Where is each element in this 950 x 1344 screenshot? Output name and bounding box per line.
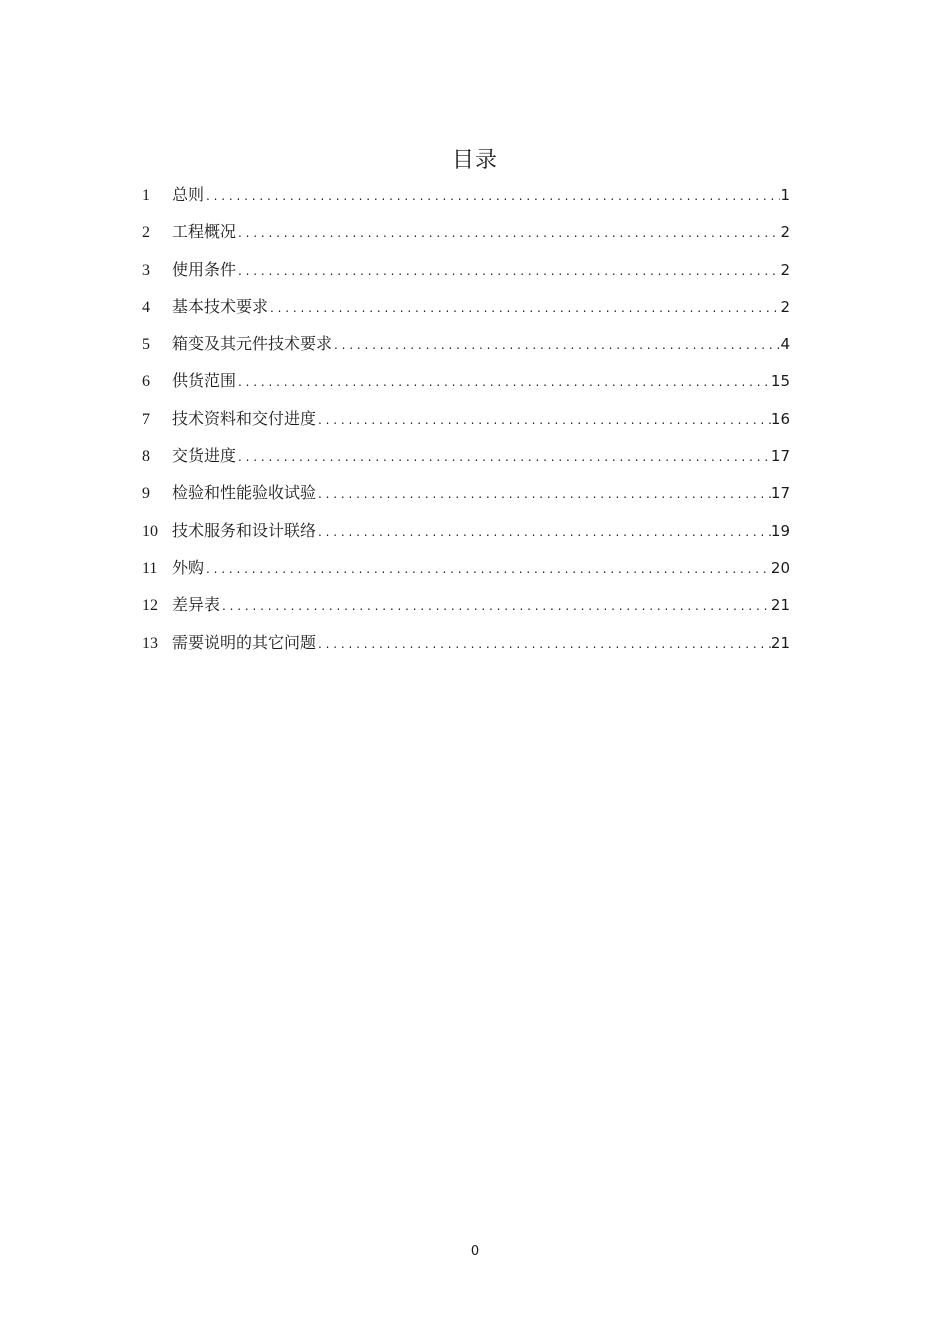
toc-entry[interactable] — [142, 325, 790, 362]
toc-entry[interactable] — [142, 586, 790, 623]
toc-entry-page: 17 — [770, 484, 790, 503]
toc-entry-title: 技术服务和设计联络 — [172, 520, 317, 540]
toc-dot-leader — [204, 551, 771, 586]
toc-dot-leader — [236, 364, 771, 399]
toc-entry[interactable] — [142, 512, 790, 549]
toc-entry-number: 8 — [142, 448, 150, 466]
toc-entry-page: 2 — [780, 297, 790, 316]
toc-entry-title: 差异表 — [172, 595, 221, 615]
toc-entry-page: 20 — [770, 558, 790, 577]
toc-entry-page: 15 — [770, 372, 790, 391]
toc-entry-title: 箱变及其元件技术要求 — [172, 334, 333, 354]
toc-entry-number: 4 — [142, 298, 150, 316]
toc-dot-leader — [236, 215, 780, 250]
toc-title: 目录 — [451, 148, 498, 173]
toc-entry-number: 6 — [142, 373, 150, 391]
toc-entry-page: 17 — [770, 447, 790, 466]
toc-entry-number: 11 — [142, 559, 158, 577]
toc-dot-leader — [220, 588, 771, 623]
toc-dot-leader — [204, 178, 780, 213]
toc-entry-title: 基本技术要求 — [172, 296, 269, 316]
toc-entry[interactable] — [142, 400, 790, 437]
toc-entry-number: 9 — [142, 485, 150, 503]
toc-entry[interactable] — [142, 549, 790, 586]
toc-entry-title: 供货范围 — [172, 371, 237, 391]
toc-dot-leader — [268, 290, 780, 325]
toc-entry-title: 检验和性能验收试验 — [172, 483, 317, 503]
toc-entry-number: 3 — [142, 261, 150, 279]
toc-entry[interactable] — [142, 288, 790, 325]
toc-dot-leader — [316, 626, 771, 661]
toc-entry-title: 总则 — [172, 185, 205, 204]
toc-entry-title: 外购 — [172, 557, 205, 577]
toc-entry-title: 工程概况 — [172, 222, 237, 242]
toc-entry-page: 16 — [770, 409, 790, 428]
toc-entry-page: 1 — [780, 186, 790, 204]
toc-entry[interactable] — [142, 176, 790, 213]
toc-dot-leader — [316, 402, 771, 437]
toc-entry-title: 交货进度 — [172, 446, 237, 466]
toc-entry[interactable] — [142, 251, 790, 288]
toc-entry-title: 技术资料和交付进度 — [172, 408, 317, 428]
toc-entry-number: 12 — [142, 597, 158, 615]
toc-entry-page: 19 — [770, 521, 790, 540]
toc-dot-leader — [332, 327, 780, 362]
toc-entry[interactable] — [142, 437, 790, 474]
toc-entry-number: 5 — [142, 336, 150, 354]
toc-entry-page: 4 — [780, 335, 790, 354]
toc-entry[interactable] — [142, 474, 790, 511]
toc-dot-leader — [236, 439, 771, 474]
toc-entry-number: 10 — [142, 522, 158, 540]
toc-entry-title: 使用条件 — [172, 259, 237, 279]
toc-entry-page: 2 — [780, 260, 790, 279]
toc-dot-leader — [236, 253, 780, 288]
toc-entry[interactable] — [142, 624, 790, 661]
toc-entry-number: 7 — [142, 410, 150, 428]
toc-list — [142, 176, 790, 661]
toc-entry-title: 需要说明的其它问题 — [172, 632, 317, 652]
page-number: 0 — [470, 1244, 480, 1259]
toc-entry[interactable] — [142, 362, 790, 399]
toc-entry-page: 21 — [770, 633, 790, 652]
toc-entry[interactable] — [142, 213, 790, 250]
toc-entry-number: 2 — [142, 224, 150, 242]
toc-entry-page: 21 — [770, 596, 790, 615]
toc-dot-leader — [316, 514, 771, 549]
toc-entry-number: 1 — [142, 187, 150, 204]
toc-entry-page: 2 — [780, 223, 790, 242]
toc-entry-number: 13 — [142, 634, 158, 652]
toc-dot-leader — [316, 476, 771, 511]
